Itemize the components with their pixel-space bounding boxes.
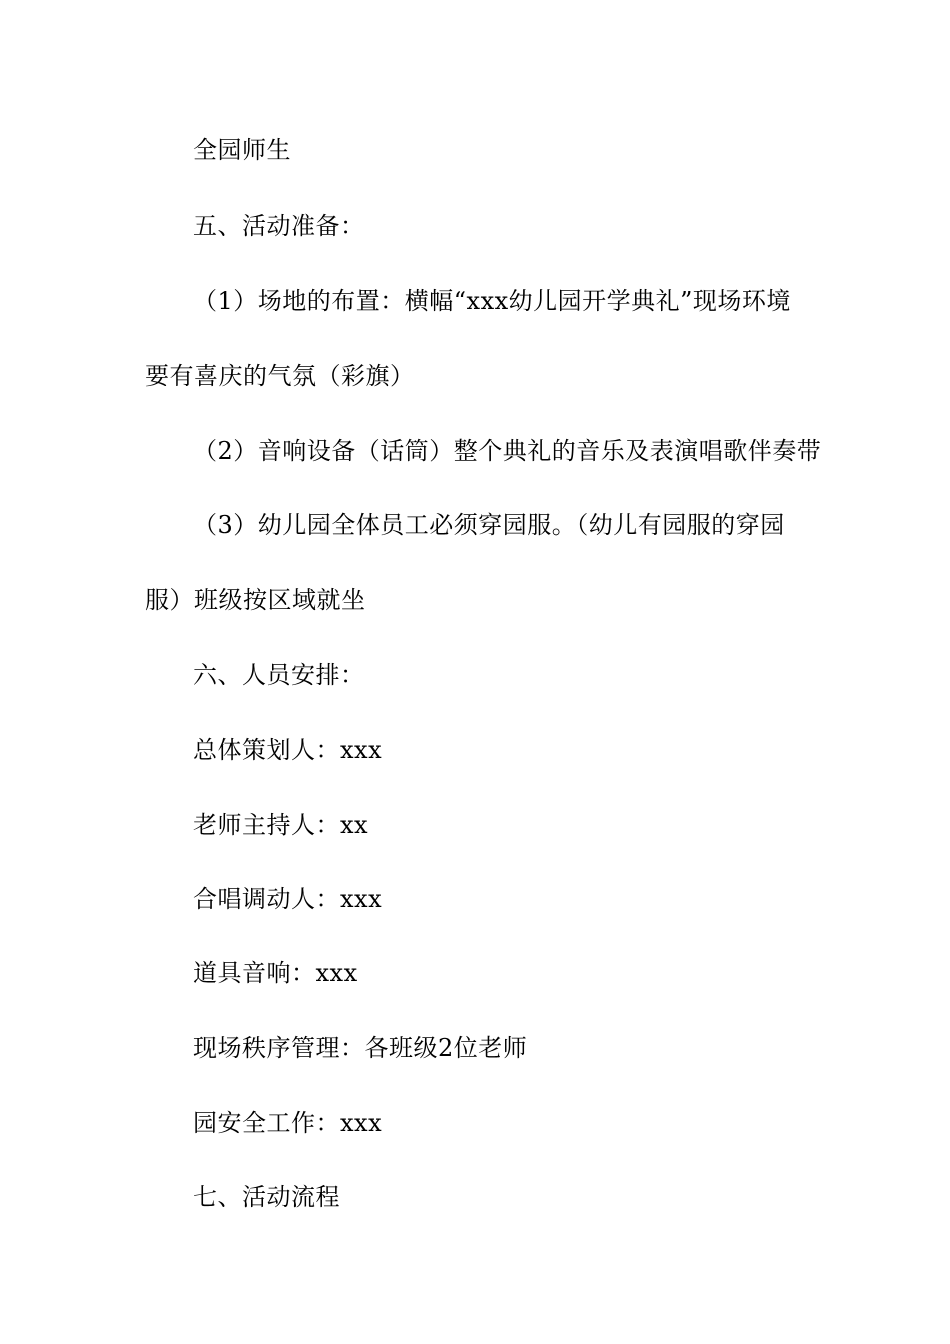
text-line-venue-layout: （1）场地的布置：横幅“xxx幼儿园开学典礼”现场环境 (193, 287, 791, 315)
text-line-uniform: （3）幼儿园全体员工必须穿园服。（幼儿有园服的穿园 (193, 511, 785, 539)
text-line-audience: 全园师生 (193, 136, 291, 164)
text-line-host: 老师主持人：xx (193, 811, 369, 839)
text-line-audio-equipment: （2）音响设备（话筒）整个典礼的音乐及表演唱歌伴奏带 (193, 437, 822, 465)
text-line-props-audio: 道具音响：xxx (193, 959, 358, 987)
text-line-order-management: 现场秩序管理：各班级2位老师 (193, 1034, 528, 1062)
heading-activity-preparation: 五、活动准备： (193, 212, 365, 240)
text-line-uniform-cont: 服）班级按区域就坐 (145, 586, 366, 614)
text-line-venue-layout-cont: 要有喜庆的气氛（彩旗） (145, 362, 415, 390)
text-line-choir: 合唱调动人：xxx (193, 885, 383, 913)
heading-activity-process: 七、活动流程 (193, 1183, 340, 1211)
text-line-safety: 园安全工作：xxx (193, 1109, 383, 1137)
text-line-planner: 总体策划人：xxx (193, 736, 383, 764)
heading-staff-arrangement: 六、人员安排： (193, 661, 365, 689)
